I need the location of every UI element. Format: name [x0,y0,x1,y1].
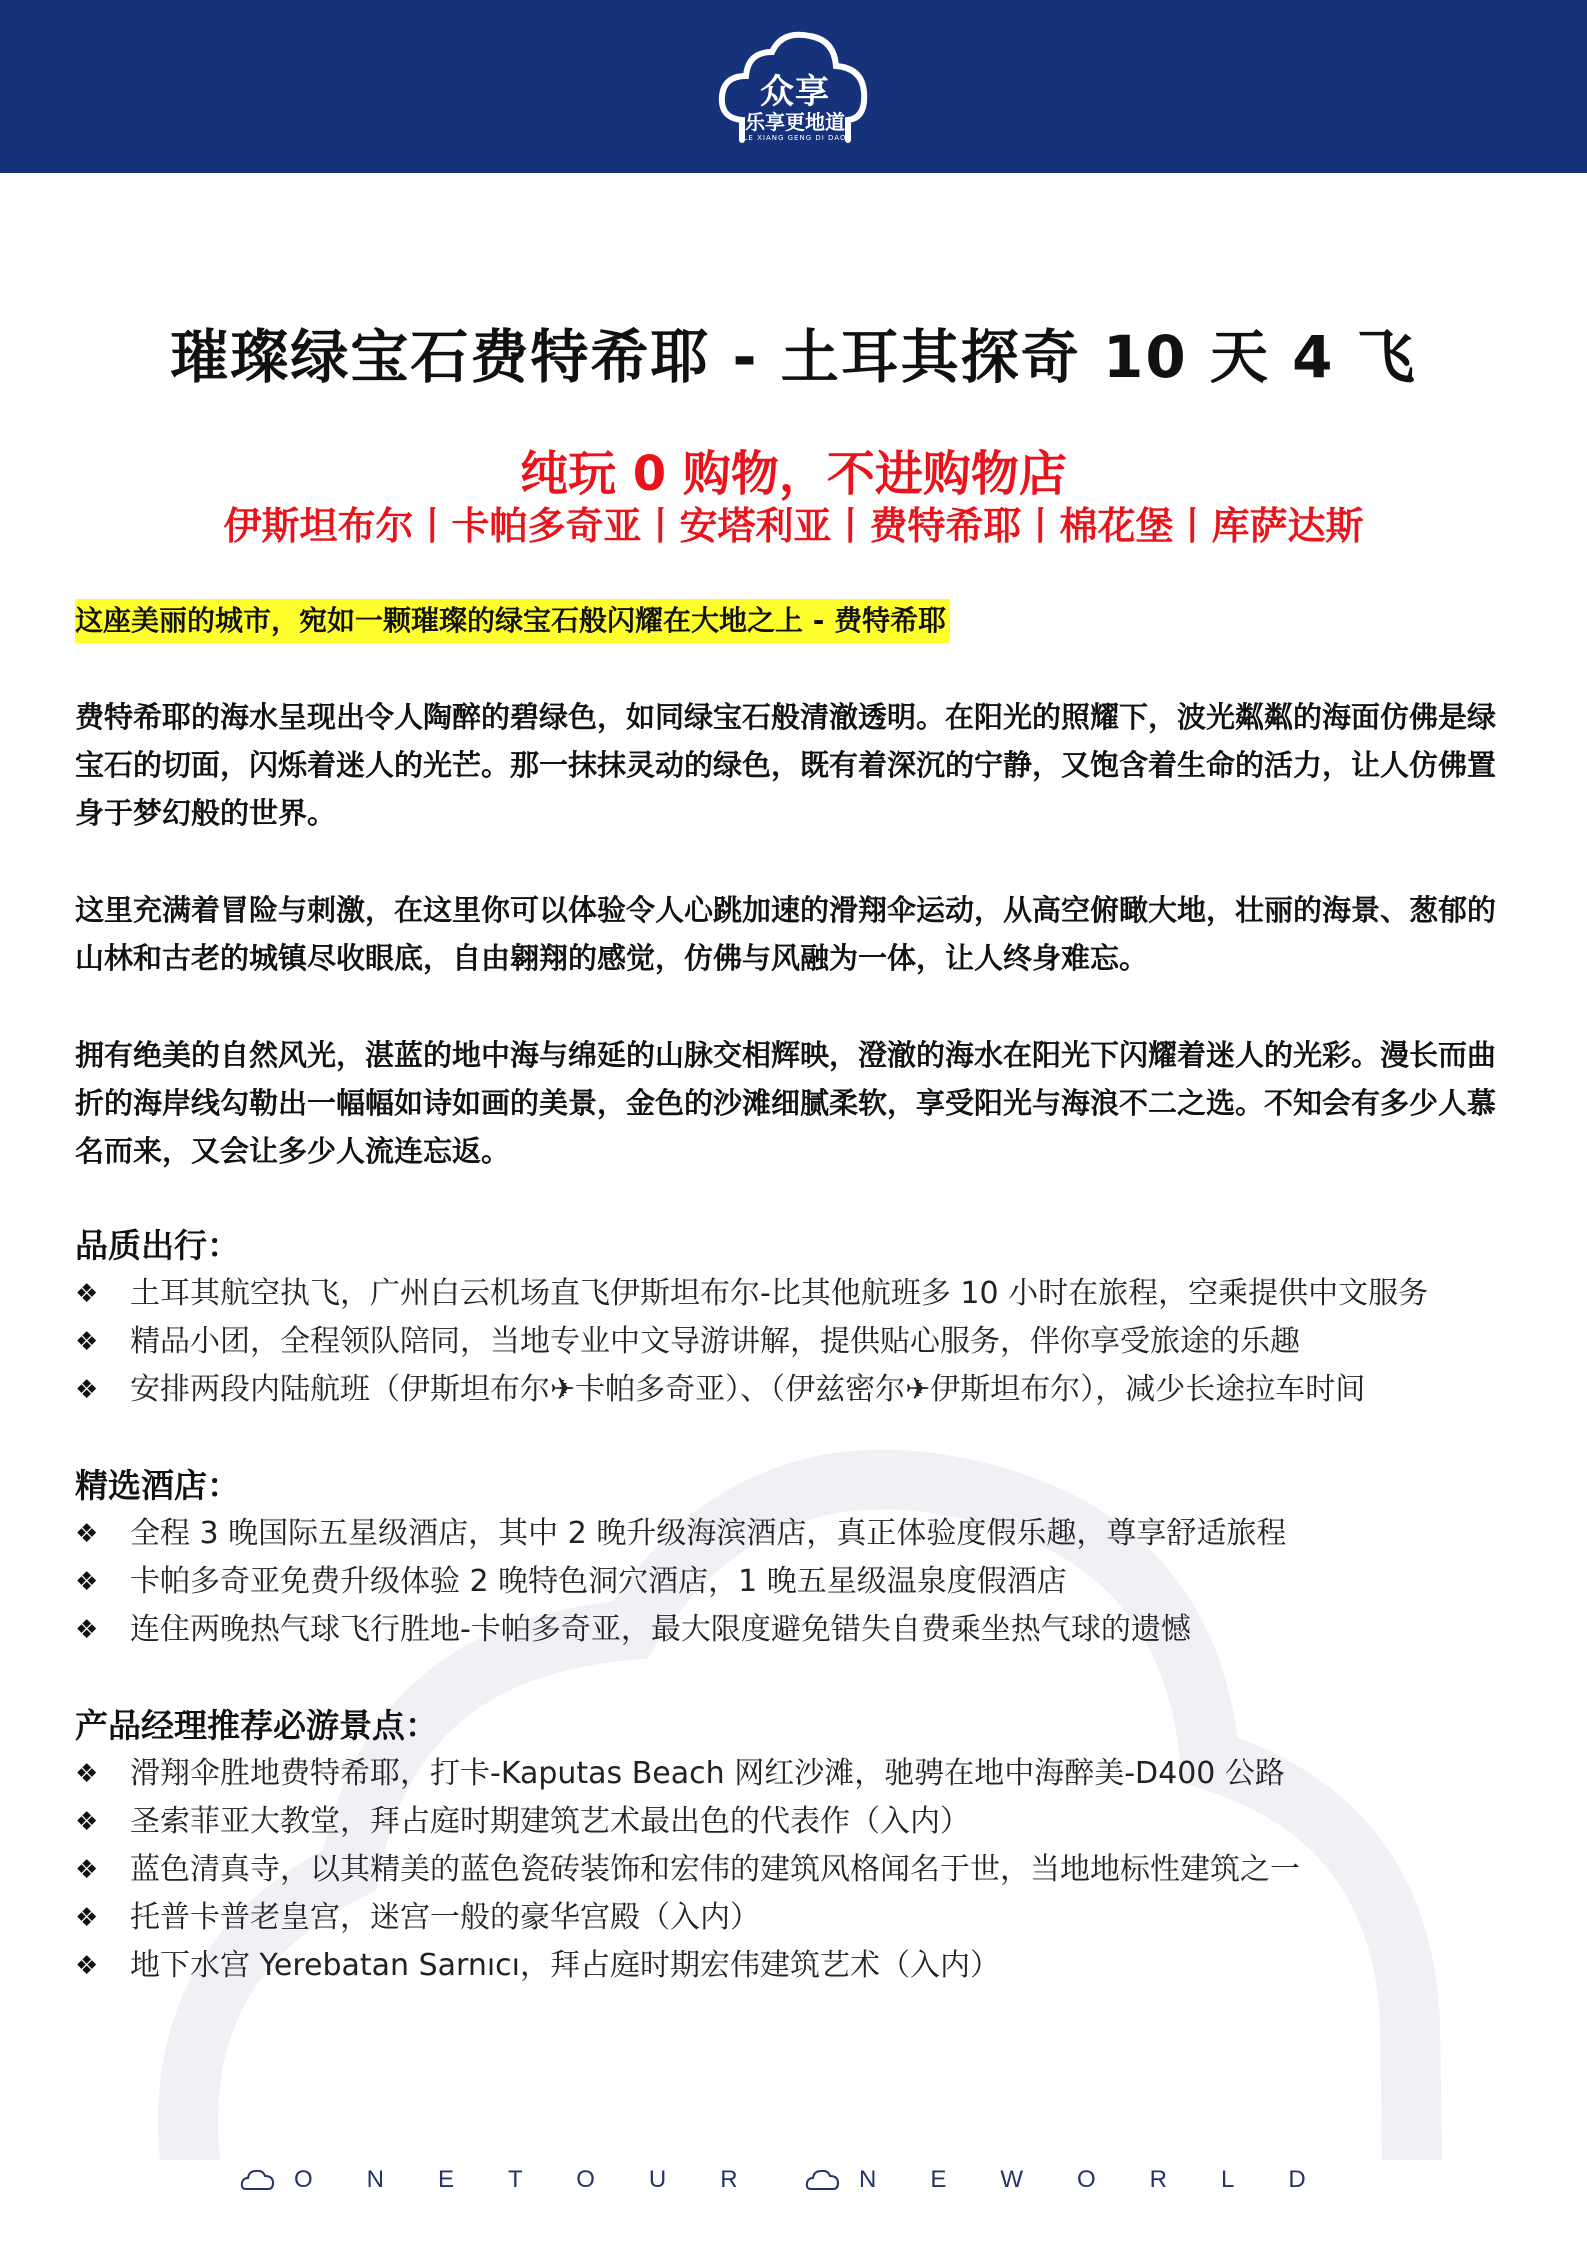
section-title-travel: 品质出行： [75,1226,240,1265]
footer-neworld [805,2160,1360,2200]
cloud-icon [805,2167,841,2193]
list-item: ❖ 地下水宫 Yerebatan Sarnıcı，拜占庭时期宏伟建筑艺术（入内） [75,1942,1535,1990]
logo-main-text: 众享 [760,72,830,112]
diamond-bullet-icon: ❖ [75,1807,99,1837]
list-item: ❖ 托普卡普老皇宫，迷宫一般的豪华宫殿（入内） [75,1894,1535,1942]
diamond-bullet-icon: ❖ [75,1279,99,1309]
section-title-sights: 产品经理推荐必游景点： [75,1706,438,1745]
list-item: ❖ 圣索菲亚大教堂，拜占庭时期建筑艺术最出色的代表作（入内） [75,1798,1535,1846]
diamond-bullet-icon: ❖ [75,1327,99,1357]
footer-onetour [240,2160,792,2200]
cities-route: 伊斯坦布尔丨卡帕多奇亚丨安塔利亚丨费特希耶丨棉花堡丨库萨达斯 [223,504,1364,548]
footer [240,2160,1360,2200]
diamond-bullet-icon: ❖ [75,1519,99,1549]
header-banner [0,0,1587,173]
diamond-bullet-icon: ❖ [75,1615,99,1645]
highlight-line: 这座美丽的城市，宛如一颗璀璨的绿宝石般闪耀在大地之上 - 费特希耶 [75,599,950,643]
diamond-bullet-icon: ❖ [75,1951,99,1981]
paragraph-scenery: 拥有绝美的自然风光，湛蓝的地中海与绵延的山脉交相辉映，澄澈的海水在阳光下闪耀着迷人的光彩。漫长而曲折的海岸线勾勒出一幅幅如诗如画的美景，金色的沙滩细腻柔软，享受阳光与海浪不二之选。不知会有多少人慕名而来，又会让多少人流连忘返。 [75,1038,1497,1168]
list-item: ❖ 全程 3 晚国际五星级酒店，其中 2 晚升级海滨酒店，真正体验度假乐趣，尊享舒适旅程 [75,1510,1535,1558]
logo-sub-text: 乐享更地道 [745,110,845,134]
cloud-icon [240,2167,276,2193]
list-item: ❖ 蓝色清真寺，以其精美的蓝色瓷砖装饰和宏伟的建筑风格闻名于世，当地地标性建筑之一 [75,1846,1535,1894]
paragraph-intro: 费特希耶的海水呈现出令人陶醉的碧绿色，如同绿宝石般清澈透明。在阳光的照耀下，波光粼粼的海面仿佛是绿宝石的切面，闪烁着迷人的光芒。那一抹抹灵动的绿色，既有着深沉的宁静，又饱含着生命的活力，让人仿佛置身于梦幻般的世界。 [75,700,1497,830]
brand-logo [712,22,878,150]
diamond-bullet-icon: ❖ [75,1855,99,1885]
list-travel [75,1270,1535,1414]
page-title: 璀璨绿宝石费特希耶 - 土耳其探奇 10 天 4 飞 [170,323,1417,391]
footer-neworld-text: NEWORLD [859,2166,1360,2193]
logo-pinyin-text: LE XIANG GENG DI DAO [743,134,847,142]
list-item: ❖ 连住两晚热气球飞行胜地-卡帕多奇亚，最大限度避免错失自费乘坐热气球的遗憾 [75,1606,1535,1654]
list-item: ❖ 滑翔伞胜地费特希耶，打卡-Kaputas Beach 网红沙滩，驰骋在地中海醉美-D400 公路 [75,1750,1535,1798]
list-hotels [75,1510,1535,1654]
list-item: ❖ 精品小团，全程领队陪同，当地专业中文导游讲解，提供贴心服务，伴你享受旅途的乐趣 [75,1318,1535,1366]
section-title-hotels: 精选酒店： [75,1466,240,1505]
list-item: ❖ 卡帕多奇亚免费升级体验 2 晚特色洞穴酒店，1 晚五星级温泉度假酒店 [75,1558,1535,1606]
diamond-bullet-icon: ❖ [75,1375,99,1405]
page-subtitle: 纯玩 0 购物，不进购物店 [520,446,1067,502]
diamond-bullet-icon: ❖ [75,1759,99,1789]
diamond-bullet-icon: ❖ [75,1567,99,1597]
footer-onetour-text: ONETOUR [294,2166,792,2193]
list-item: ❖ 土耳其航空执飞，广州白云机场直飞伊斯坦布尔-比其他航班多 10 小时在旅程，空乘提供中文服务 [75,1270,1535,1318]
diamond-bullet-icon: ❖ [75,1903,99,1933]
list-item: ❖ 安排两段内陆航班（伊斯坦布尔✈卡帕多奇亚）、（伊兹密尔✈伊斯坦布尔），减少长途拉车时间 [75,1366,1535,1414]
list-sights [75,1750,1535,1990]
paragraph-adventure: 这里充满着冒险与刺激，在这里你可以体验令人心跳加速的滑翔伞运动，从高空俯瞰大地，壮丽的海景、葱郁的山林和古老的城镇尽收眼底，自由翱翔的感觉，仿佛与风融为一体，让人终身难忘。 [75,893,1497,975]
